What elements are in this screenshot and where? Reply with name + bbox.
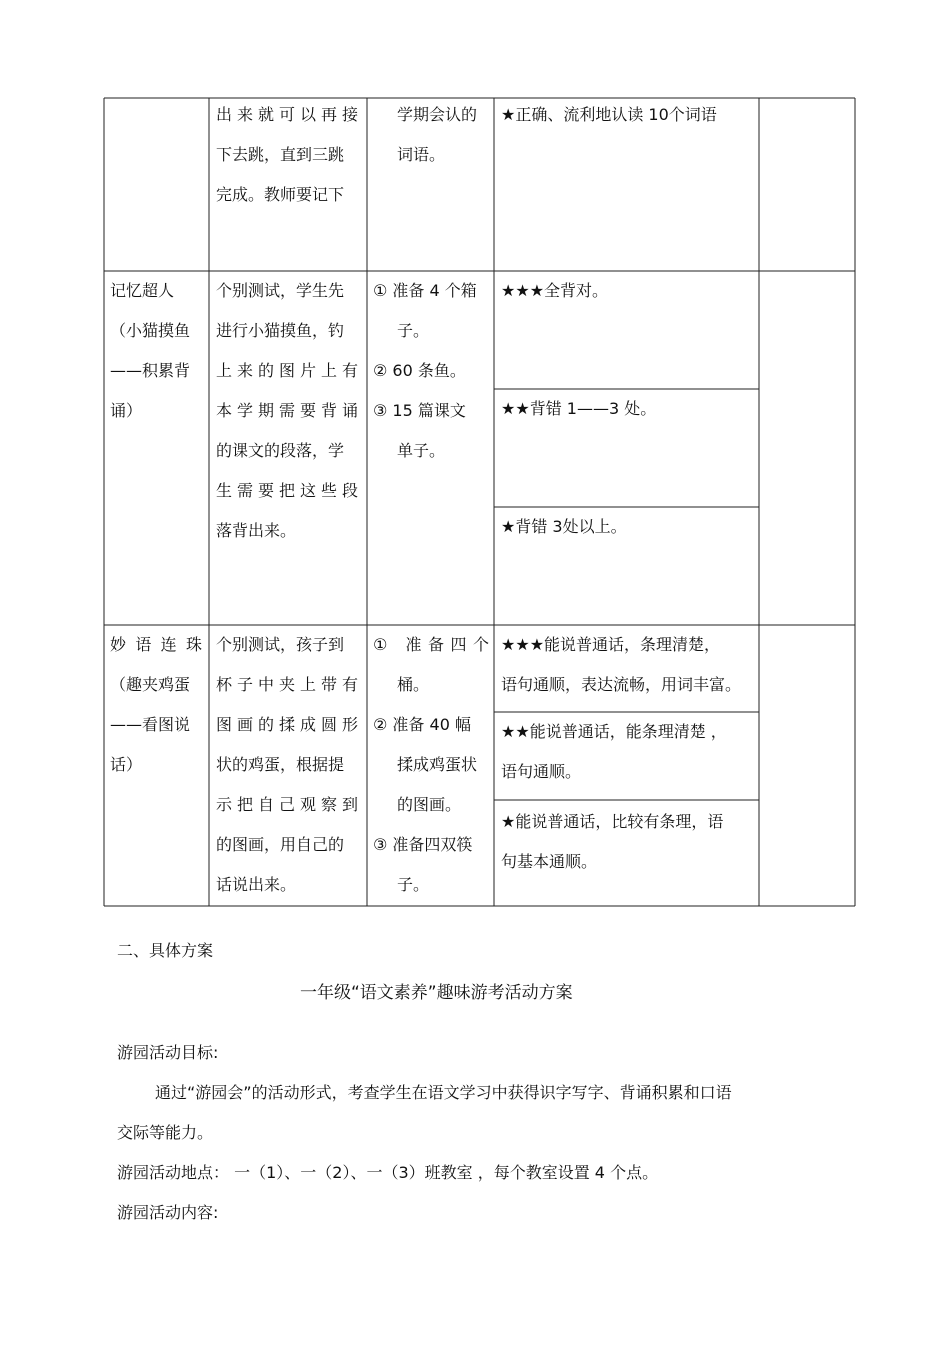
row3-criteria-2: ★★能说普通话，能条理清楚 ， 语句通顺。 (501, 722, 727, 781)
row2-criteria-1: ★★★全背对。 (501, 281, 609, 300)
location-text: 游园活动地点： 一（1）、一（2）、一（3）班教室 ，每个教室设置 4 个点。 (117, 1163, 659, 1182)
row2-name: 记忆超人 （小猫摸鱼 ——积累背 诵） (110, 281, 191, 420)
row2-description: 个别测试，学生先 进行小猫摸鱼，钓 上来的图片上有 本学期需要背诵 的课文的段落，学 生需要把这些段 落背出来。 (216, 281, 358, 540)
section-heading: 二、具体方案 (117, 941, 214, 960)
row2-criteria-2: ★★背错 1——3 处。 (501, 399, 657, 418)
goal-label: 游园活动目标: (117, 1043, 219, 1062)
row3-materials: ① 准备四个 桶。 ② 准备 40 幅 揉成鸡蛋状 的图画。 ③ 准备四双筷 子。 (373, 635, 489, 894)
row1-materials: 学期会认的 词语。 (397, 105, 478, 164)
goal-text-line-1: 通过“游园会”的活动形式，考查学生在语文学习中获得识字写字、背诵积累和口语 (155, 1083, 732, 1102)
row3-description: 个别测试，孩子到 杯子中夹上带有 图画的揉成圆形 状的鸡蛋，根据提 示把自己观察到 的图画，用自己的 话说出来。 (216, 635, 358, 894)
row3-criteria-1: ★★★能说普通话，条理清楚， 语句通顺，表达流畅，用词丰富。 (501, 635, 742, 694)
row3-name: 妙语连珠 （趣夹鸡蛋 ——看图说 话） (110, 635, 202, 774)
row1-description: 出来就可以再接 下去跳，直到三跳 完成。教师要记下 (216, 105, 358, 204)
row1-criteria: ★正确、流利地认读 10个词语 (501, 105, 717, 124)
row2-materials: ① 准备 4 个箱 子。 ② 60 条鱼。 ③ 15 篇课文 单子。 (373, 281, 477, 460)
row2-criteria-3: ★背错 3处以上。 (501, 517, 627, 536)
row3-criteria-3: ★能说普通话，比较有条理，语 句基本通顺。 (501, 812, 724, 871)
content-label: 游园活动内容: (117, 1203, 219, 1222)
doc-title: 一年级“语文素养”趣味游考活动方案 (300, 983, 573, 1003)
goal-text-line-2: 交际等能力。 (117, 1123, 214, 1142)
